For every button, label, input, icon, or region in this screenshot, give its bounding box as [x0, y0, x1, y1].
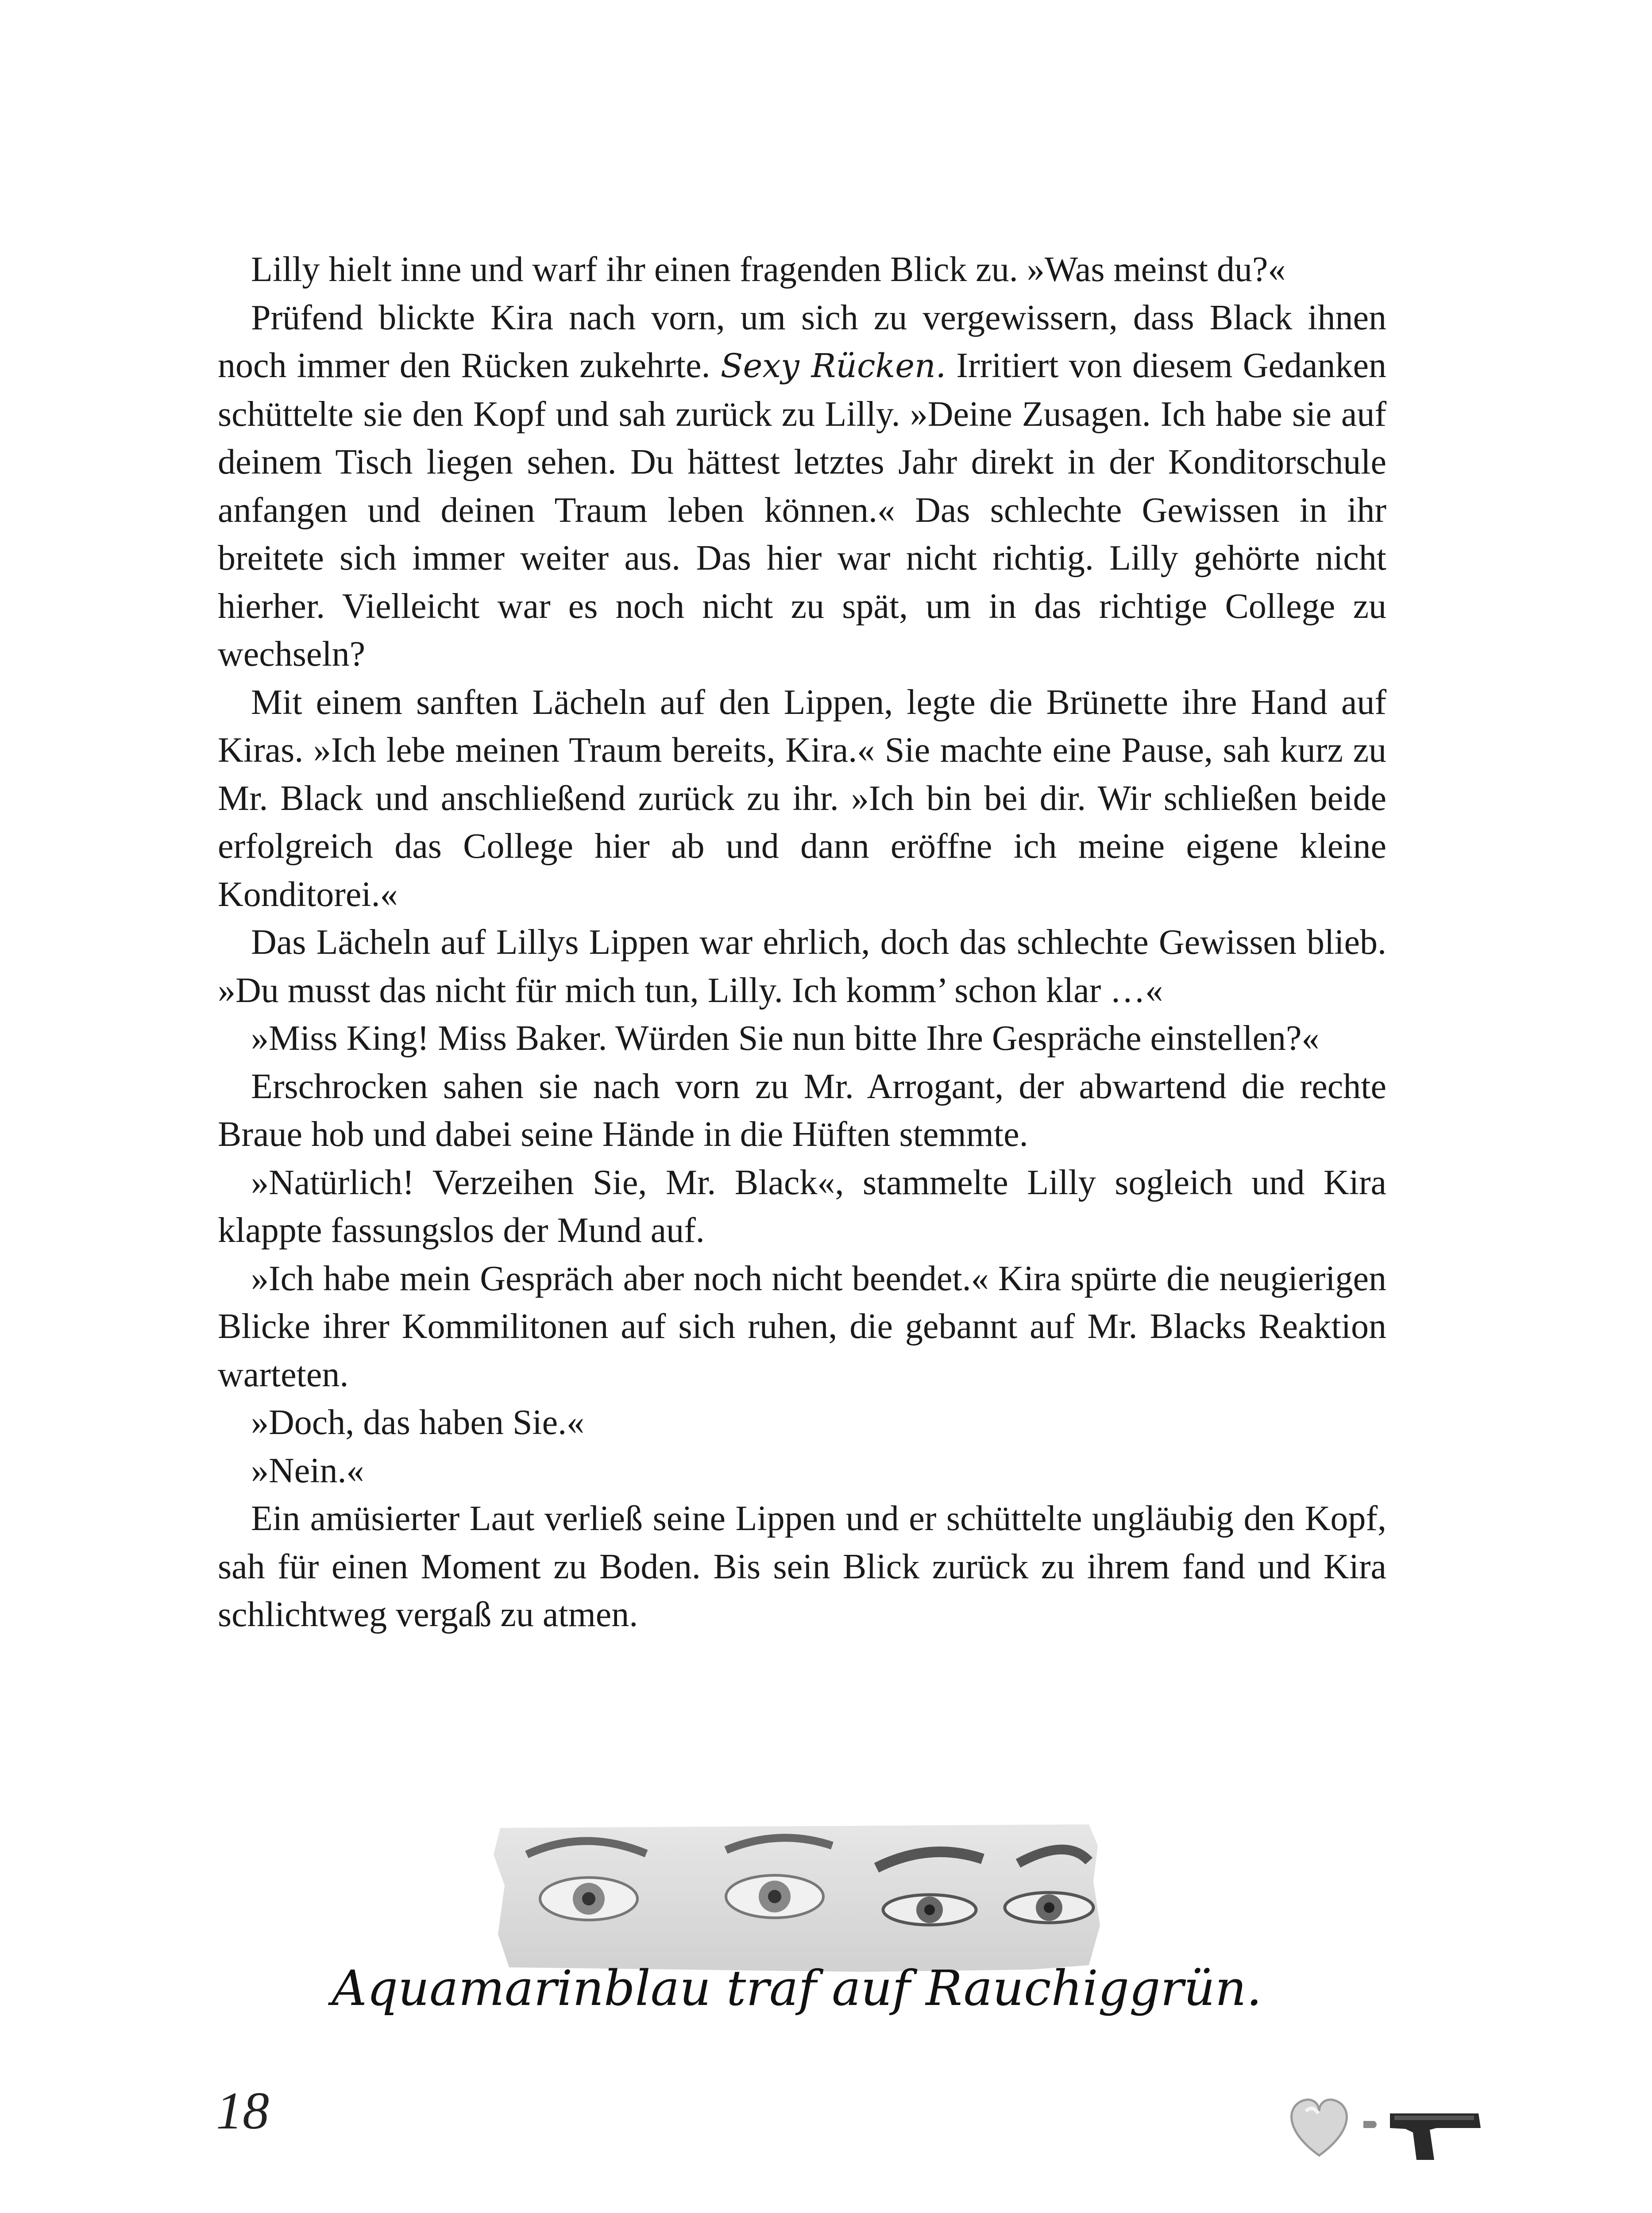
- paragraph: Mit einem sanften Lächeln auf den Lippen, legte die Brünette ihre Hand auf Kiras. »Ich lebe meinen Traum bereits, Kira.« Sie machte eine Pause, sah kurz zu Mr. Black und anschließend zurück zu ihr. »Ich bin bei dir. Wir schließen beide erfolgreich das College hier ab und dann eröffne ich meine eigene kleine Konditorei.«: [218, 682, 1386, 914]
- bullet-icon: [1363, 2121, 1377, 2128]
- paragraph-text: Irritiert von diesem Gedanken schüttelte sie den Kopf und sah zurück zu Lilly. »Deine Zusagen. Ich habe sie auf deinem Tisch liegen sehen. Du hättest letztes Jahr direkt in der Konditorschule anfangen und deinen Traum leben können.« Das schlechte Gewissen in ihr breitete sich immer weiter aus. Das hier war nicht richtig. Lilly gehörte nicht hierher. Vielleicht war es noch nicht zu spät, um in das richtige College zu wechseln?: [218, 346, 1387, 674]
- paragraph: Das Lächeln auf Lillys Lippen war ehrlich, doch das schlechte Gewissen blieb. »Du musst das nicht für mich tun, Lilly. Ich komm’ schon klar …«: [218, 923, 1386, 1010]
- paragraph: Lilly hielt inne und warf ihr einen fragenden Blick zu. »Was meinst du?«: [251, 250, 1286, 289]
- page-number: 18: [216, 2081, 269, 2140]
- paragraph: »Natürlich! Verzeihen Sie, Mr. Black«, stammelte Lilly sogleich und Kira klappte fassungslos der Mund auf.: [218, 1163, 1386, 1250]
- eyes-illustration: [332, 1819, 1262, 2067]
- footer-ornament: [1284, 2080, 1492, 2169]
- paragraph-text: Prüfend blickte Kira nach vorn, um sich zu vergewissern, dass Black ihnen noch immer den Rücken zukehrte.: [218, 298, 1386, 385]
- paragraph: »Doch, das haben Sie.«: [251, 1403, 585, 1442]
- paragraph: »Nein.«: [251, 1451, 364, 1490]
- body-text: [218, 246, 1386, 1639]
- paragraph: Ein amüsierter Laut verließ seine Lippen und er schüttelte ungläubig den Kopf, sah für einen Moment zu Boden. Bis sein Blick zurück zu ihrem fand und Kira schlichtweg vergaß zu atmen.: [218, 1499, 1386, 1634]
- image-caption: Aquamarinblau traf auf Rauchiggrün.: [332, 1960, 1262, 2016]
- paragraph: »Miss King! Miss Baker. Würden Sie nun bitte Ihre Gespräche einstellen?«: [251, 1019, 1320, 1058]
- pistol-icon: [1390, 2113, 1481, 2160]
- paragraph: Erschrocken sahen sie nach vorn zu Mr. Arrogant, der abwartend die rechte Braue hob und dabei seine Hände in die Hüften stemmte.: [218, 1067, 1386, 1154]
- script-emphasis: Sexy Rücken.: [720, 347, 946, 385]
- paragraph: [218, 294, 1386, 679]
- heart-icon: [1292, 2100, 1347, 2155]
- paragraph: »Ich habe mein Gespräch aber noch nicht beendet.« Kira spürte die neugierigen Blicke ihrer Kommilitonen auf sich ruhen, die gebannt auf Mr. Blacks Reaktion warteten.: [218, 1259, 1386, 1394]
